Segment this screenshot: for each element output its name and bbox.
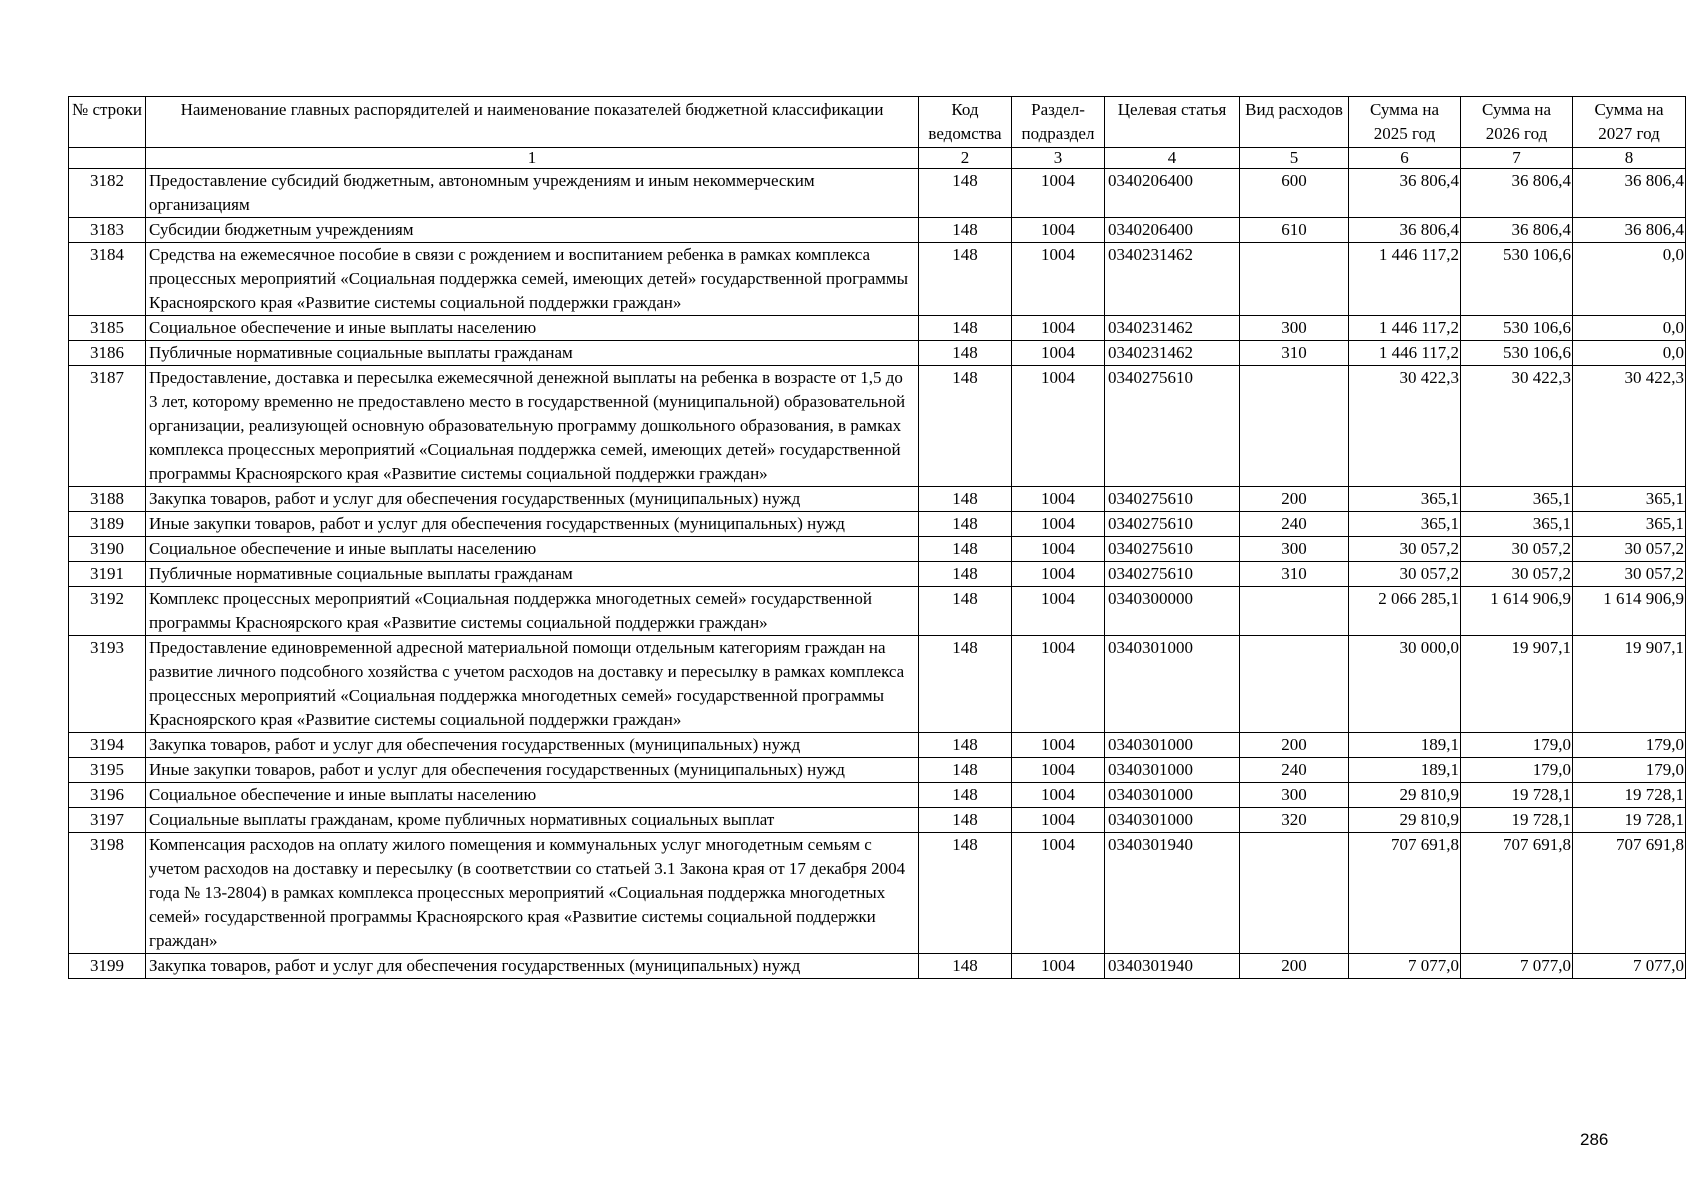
table-row [69, 512, 1686, 537]
row-number-cell: 3189 [69, 512, 146, 537]
sum-2025-cell: 189,1 [1349, 758, 1461, 783]
sum-2026-cell: 707 691,8 [1461, 833, 1573, 954]
expense-type-cell: 600 [1240, 169, 1349, 218]
row-number-cell: 3196 [69, 783, 146, 808]
target-item-cell: 0340301000 [1105, 808, 1240, 833]
row-number-cell: 3183 [69, 218, 146, 243]
table-row [69, 758, 1686, 783]
section-cell: 1004 [1012, 733, 1105, 758]
sum-2026-cell: 365,1 [1461, 512, 1573, 537]
table-row [69, 487, 1686, 512]
section-cell: 1004 [1012, 487, 1105, 512]
header-target-item: Целевая статья [1105, 97, 1240, 148]
sum-2025-cell: 1 446 117,2 [1349, 243, 1461, 316]
section-cell: 1004 [1012, 636, 1105, 733]
section-cell: 1004 [1012, 366, 1105, 487]
sum-2025-cell: 36 806,4 [1349, 218, 1461, 243]
column-number: 2 [919, 148, 1012, 169]
name-cell: Компенсация расходов на оплату жилого помещения и коммунальных услуг многодетным семьям с учетом расходов на доставку и пересылку (в соответствии со статьей 3.1 Закона края от 17 декабря 2004 года № 13-2804) в рамках комплекса процессных мероприятий «Социальная поддержка многодетных семей» государственной программы Красноярского края «Развитие системы социальной поддержки граждан» [146, 833, 919, 954]
column-number: 7 [1461, 148, 1573, 169]
header-sum-2027: Сумма на 2027 год [1573, 97, 1686, 148]
sum-2026-cell: 530 106,6 [1461, 316, 1573, 341]
sum-2025-cell: 707 691,8 [1349, 833, 1461, 954]
expense-type-cell [1240, 636, 1349, 733]
name-cell: Закупка товаров, работ и услуг для обеспечения государственных (муниципальных) нужд [146, 487, 919, 512]
sum-2026-cell: 179,0 [1461, 758, 1573, 783]
expense-type-cell [1240, 366, 1349, 487]
table-row [69, 587, 1686, 636]
sum-2026-cell: 7 077,0 [1461, 954, 1573, 979]
dept-code-cell: 148 [919, 783, 1012, 808]
row-number-cell: 3185 [69, 316, 146, 341]
column-number: 6 [1349, 148, 1461, 169]
dept-code-cell: 148 [919, 366, 1012, 487]
header-expense-type: Вид расходов [1240, 97, 1349, 148]
sum-2025-cell: 30 057,2 [1349, 562, 1461, 587]
column-number: 4 [1105, 148, 1240, 169]
expense-type-cell [1240, 833, 1349, 954]
sum-2026-cell: 30 057,2 [1461, 537, 1573, 562]
dept-code-cell: 148 [919, 954, 1012, 979]
table-row [69, 562, 1686, 587]
header-row [69, 97, 1686, 148]
sum-2026-cell: 1 614 906,9 [1461, 587, 1573, 636]
dept-code-cell: 148 [919, 808, 1012, 833]
row-number-cell: 3199 [69, 954, 146, 979]
table-row [69, 808, 1686, 833]
table-body [69, 169, 1686, 979]
dept-code-cell: 148 [919, 733, 1012, 758]
target-item-cell: 0340275610 [1105, 537, 1240, 562]
row-number-cell: 3188 [69, 487, 146, 512]
dept-code-cell: 148 [919, 758, 1012, 783]
target-item-cell: 0340301940 [1105, 833, 1240, 954]
sum-2025-cell: 365,1 [1349, 487, 1461, 512]
table-row [69, 366, 1686, 487]
sum-2027-cell: 179,0 [1573, 733, 1686, 758]
sum-2027-cell: 36 806,4 [1573, 169, 1686, 218]
sum-2027-cell: 30 422,3 [1573, 366, 1686, 487]
section-cell: 1004 [1012, 954, 1105, 979]
column-number-row [69, 148, 1686, 169]
expense-type-cell: 310 [1240, 562, 1349, 587]
section-cell: 1004 [1012, 833, 1105, 954]
row-number-cell: 3197 [69, 808, 146, 833]
expense-type-cell: 300 [1240, 537, 1349, 562]
sum-2025-cell: 365,1 [1349, 512, 1461, 537]
expense-type-cell: 300 [1240, 783, 1349, 808]
sum-2026-cell: 19 907,1 [1461, 636, 1573, 733]
name-cell: Комплекс процессных мероприятий «Социальная поддержка многодетных семей» государственной программы Красноярского края «Развитие системы социальной поддержки граждан» [146, 587, 919, 636]
sum-2026-cell: 30 057,2 [1461, 562, 1573, 587]
dept-code-cell: 148 [919, 537, 1012, 562]
section-cell: 1004 [1012, 218, 1105, 243]
dept-code-cell: 148 [919, 512, 1012, 537]
row-number-cell: 3194 [69, 733, 146, 758]
row-number-cell: 3192 [69, 587, 146, 636]
sum-2027-cell: 30 057,2 [1573, 562, 1686, 587]
expense-type-cell: 300 [1240, 316, 1349, 341]
dept-code-cell: 148 [919, 636, 1012, 733]
row-number-cell: 3186 [69, 341, 146, 366]
expense-type-cell: 240 [1240, 512, 1349, 537]
sum-2025-cell: 36 806,4 [1349, 169, 1461, 218]
name-cell: Закупка товаров, работ и услуг для обеспечения государственных (муниципальных) нужд [146, 733, 919, 758]
sum-2027-cell: 0,0 [1573, 316, 1686, 341]
sum-2025-cell: 30 057,2 [1349, 537, 1461, 562]
table-row [69, 218, 1686, 243]
sum-2026-cell: 530 106,6 [1461, 243, 1573, 316]
name-cell: Средства на ежемесячное пособие в связи с рождением и воспитанием ребенка в рамках комплекса процессных мероприятий «Социальная поддержка семей, имеющих детей» государственной программы Красноярского края «Развитие системы социальной поддержки граждан» [146, 243, 919, 316]
target-item-cell: 0340300000 [1105, 587, 1240, 636]
sum-2026-cell: 19 728,1 [1461, 783, 1573, 808]
sum-2026-cell: 36 806,4 [1461, 218, 1573, 243]
column-number: 5 [1240, 148, 1349, 169]
header-sum-2026: Сумма на 2026 год [1461, 97, 1573, 148]
column-number: 3 [1012, 148, 1105, 169]
name-cell: Социальное обеспечение и иные выплаты населению [146, 537, 919, 562]
target-item-cell: 0340231462 [1105, 316, 1240, 341]
dept-code-cell: 148 [919, 587, 1012, 636]
target-item-cell: 0340301000 [1105, 733, 1240, 758]
section-cell: 1004 [1012, 758, 1105, 783]
sum-2025-cell: 1 446 117,2 [1349, 341, 1461, 366]
expense-type-cell: 200 [1240, 954, 1349, 979]
sum-2027-cell: 19 907,1 [1573, 636, 1686, 733]
sum-2025-cell: 29 810,9 [1349, 783, 1461, 808]
column-number [69, 148, 146, 169]
name-cell: Социальное обеспечение и иные выплаты населению [146, 783, 919, 808]
target-item-cell: 0340206400 [1105, 218, 1240, 243]
row-number-cell: 3198 [69, 833, 146, 954]
table-row [69, 341, 1686, 366]
sum-2027-cell: 19 728,1 [1573, 808, 1686, 833]
target-item-cell: 0340275610 [1105, 562, 1240, 587]
budget-table [68, 96, 1686, 979]
table-row [69, 733, 1686, 758]
section-cell: 1004 [1012, 562, 1105, 587]
row-number-cell: 3187 [69, 366, 146, 487]
sum-2026-cell: 365,1 [1461, 487, 1573, 512]
target-item-cell: 0340275610 [1105, 512, 1240, 537]
expense-type-cell: 200 [1240, 487, 1349, 512]
sum-2025-cell: 2 066 285,1 [1349, 587, 1461, 636]
sum-2027-cell: 0,0 [1573, 243, 1686, 316]
section-cell: 1004 [1012, 783, 1105, 808]
dept-code-cell: 148 [919, 243, 1012, 316]
table-row [69, 954, 1686, 979]
sum-2027-cell: 19 728,1 [1573, 783, 1686, 808]
row-number-cell: 3190 [69, 537, 146, 562]
section-cell: 1004 [1012, 808, 1105, 833]
expense-type-cell: 610 [1240, 218, 1349, 243]
name-cell: Публичные нормативные социальные выплаты гражданам [146, 341, 919, 366]
column-number: 8 [1573, 148, 1686, 169]
sum-2025-cell: 30 000,0 [1349, 636, 1461, 733]
target-item-cell: 0340231462 [1105, 341, 1240, 366]
expense-type-cell: 240 [1240, 758, 1349, 783]
expense-type-cell: 320 [1240, 808, 1349, 833]
expense-type-cell: 200 [1240, 733, 1349, 758]
header-section: Раздел-подраздел [1012, 97, 1105, 148]
sum-2025-cell: 189,1 [1349, 733, 1461, 758]
header-name: Наименование главных распорядителей и наименование показателей бюджетной классификации [146, 97, 919, 148]
table-row [69, 316, 1686, 341]
table-row [69, 833, 1686, 954]
name-cell: Закупка товаров, работ и услуг для обеспечения государственных (муниципальных) нужд [146, 954, 919, 979]
sum-2025-cell: 30 422,3 [1349, 366, 1461, 487]
sum-2026-cell: 19 728,1 [1461, 808, 1573, 833]
name-cell: Предоставление, доставка и пересылка ежемесячной денежной выплаты на ребенка в возрасте от 1,5 до 3 лет, которому временно не предоставлено место в государственной (муниципальной) образовательной организации, реализующей основную образовательную программу дошкольного образования, в рамках комплекса процессных мероприятий «Социальная поддержка семей, имеющих детей» государственной программы Красноярского края «Развитие системы социальной поддержки граждан» [146, 366, 919, 487]
table-row [69, 783, 1686, 808]
name-cell: Иные закупки товаров, работ и услуг для обеспечения государственных (муниципальных) нужд [146, 758, 919, 783]
sum-2027-cell: 365,1 [1573, 512, 1686, 537]
dept-code-cell: 148 [919, 218, 1012, 243]
table-row [69, 169, 1686, 218]
sum-2027-cell: 0,0 [1573, 341, 1686, 366]
name-cell: Публичные нормативные социальные выплаты гражданам [146, 562, 919, 587]
sum-2027-cell: 7 077,0 [1573, 954, 1686, 979]
section-cell: 1004 [1012, 243, 1105, 316]
section-cell: 1004 [1012, 341, 1105, 366]
sum-2025-cell: 29 810,9 [1349, 808, 1461, 833]
target-item-cell: 0340301000 [1105, 636, 1240, 733]
dept-code-cell: 148 [919, 562, 1012, 587]
sum-2026-cell: 179,0 [1461, 733, 1573, 758]
header-sum-2025: Сумма на 2025 год [1349, 97, 1461, 148]
header-dept-code: Код ведомства [919, 97, 1012, 148]
expense-type-cell [1240, 587, 1349, 636]
target-item-cell: 0340301000 [1105, 783, 1240, 808]
sum-2027-cell: 30 057,2 [1573, 537, 1686, 562]
section-cell: 1004 [1012, 537, 1105, 562]
row-number-cell: 3191 [69, 562, 146, 587]
section-cell: 1004 [1012, 169, 1105, 218]
sum-2027-cell: 1 614 906,9 [1573, 587, 1686, 636]
sum-2027-cell: 179,0 [1573, 758, 1686, 783]
row-number-cell: 3195 [69, 758, 146, 783]
name-cell: Субсидии бюджетным учреждениям [146, 218, 919, 243]
name-cell: Социальные выплаты гражданам, кроме публичных нормативных социальных выплат [146, 808, 919, 833]
target-item-cell: 0340301000 [1105, 758, 1240, 783]
target-item-cell: 0340206400 [1105, 169, 1240, 218]
sum-2027-cell: 36 806,4 [1573, 218, 1686, 243]
dept-code-cell: 148 [919, 316, 1012, 341]
row-number-cell: 3184 [69, 243, 146, 316]
sum-2025-cell: 1 446 117,2 [1349, 316, 1461, 341]
table-row [69, 636, 1686, 733]
dept-code-cell: 148 [919, 341, 1012, 366]
target-item-cell: 0340231462 [1105, 243, 1240, 316]
dept-code-cell: 148 [919, 487, 1012, 512]
section-cell: 1004 [1012, 512, 1105, 537]
dept-code-cell: 148 [919, 169, 1012, 218]
sum-2027-cell: 365,1 [1573, 487, 1686, 512]
target-item-cell: 0340301940 [1105, 954, 1240, 979]
sum-2026-cell: 530 106,6 [1461, 341, 1573, 366]
name-cell: Предоставление единовременной адресной материальной помощи отдельным категориям граждан на развитие личного подсобного хозяйства с учетом расходов на доставку и пересылку в рамках комплекса процессных мероприятий «Социальная поддержка многодетных семей» государственной программы Красноярского края «Развитие системы социальной поддержки граждан» [146, 636, 919, 733]
target-item-cell: 0340275610 [1105, 366, 1240, 487]
row-number-cell: 3193 [69, 636, 146, 733]
header-row-number: № строки [69, 97, 146, 148]
column-number: 1 [146, 148, 919, 169]
table-row [69, 537, 1686, 562]
sum-2025-cell: 7 077,0 [1349, 954, 1461, 979]
row-number-cell: 3182 [69, 169, 146, 218]
name-cell: Социальное обеспечение и иные выплаты населению [146, 316, 919, 341]
sum-2027-cell: 707 691,8 [1573, 833, 1686, 954]
dept-code-cell: 148 [919, 833, 1012, 954]
sum-2026-cell: 36 806,4 [1461, 169, 1573, 218]
sum-2026-cell: 30 422,3 [1461, 366, 1573, 487]
expense-type-cell [1240, 243, 1349, 316]
section-cell: 1004 [1012, 316, 1105, 341]
name-cell: Иные закупки товаров, работ и услуг для обеспечения государственных (муниципальных) нужд [146, 512, 919, 537]
target-item-cell: 0340275610 [1105, 487, 1240, 512]
name-cell: Предоставление субсидий бюджетным, автономным учреждениям и иным некоммерческим организациям [146, 169, 919, 218]
page-number: 286 [1580, 1130, 1609, 1149]
table-row [69, 243, 1686, 316]
expense-type-cell: 310 [1240, 341, 1349, 366]
section-cell: 1004 [1012, 587, 1105, 636]
